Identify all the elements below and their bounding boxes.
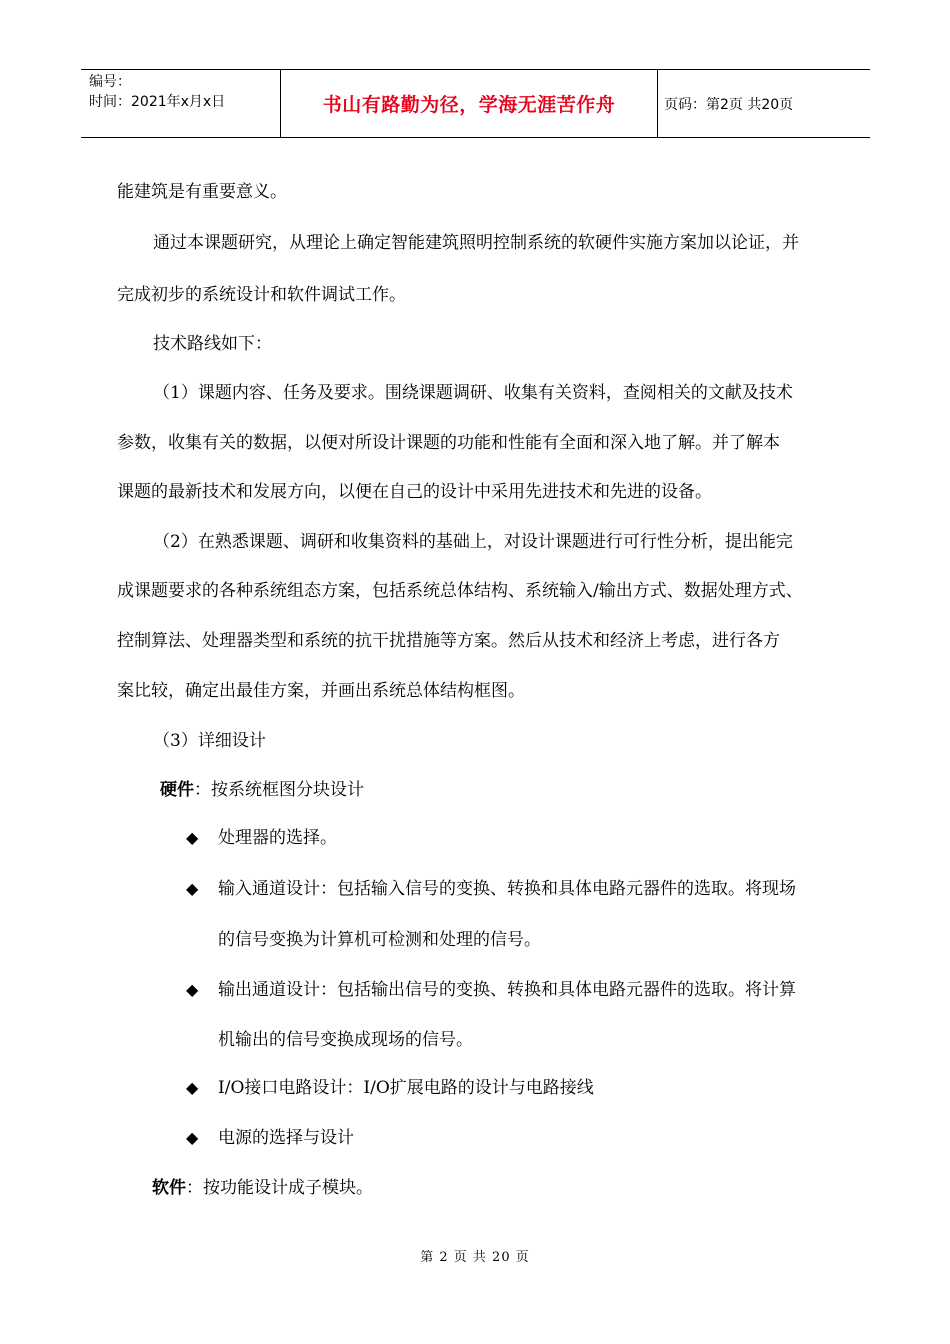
bullet-text: I/O接口电路设计：I/O扩展电路的设计与电路接线 (218, 1078, 594, 1098)
paragraph-line: 案比较，确定出最佳方案，并画出系统总体结构框图。 (117, 681, 525, 701)
paragraph-line: 成课题要求的各种系统组态方案，包括系统总体结构、系统输入/输出方式、数据处理方式、 (117, 581, 803, 601)
diamond-bullet-icon: ◆ (186, 980, 199, 999)
header-left-cell (81, 70, 281, 137)
time-label: 时间：2021年x月x日 (89, 94, 226, 110)
number-label: 编号： (89, 74, 131, 90)
paragraph-line: （3）详细设计 (153, 731, 266, 751)
diamond-bullet-icon: ◆ (186, 828, 199, 847)
paragraph-line: （2）在熟悉课题、调研和收集资料的基础上，对设计课题进行可行性分析，提出能完 (153, 532, 793, 552)
header-table (81, 69, 870, 138)
paragraph-line: 通过本课题研究，从理论上确定智能建筑照明控制系统的软硬件实施方案加以论证，并 (153, 233, 799, 253)
bullet-text: 处理器的选择。 (218, 828, 337, 848)
paragraph-line: 技术路线如下： (153, 334, 272, 354)
bullet-text: 输入通道设计：包括输入信号的变换、转换和具体电路元器件的选取。将现场 (218, 879, 796, 899)
paragraph-line: 完成初步的系统设计和软件调试工作。 (117, 285, 406, 305)
bullet-text: 的信号变换为计算机可检测和处理的信号。 (218, 930, 541, 950)
diamond-bullet-icon: ◆ (186, 879, 199, 898)
page-info: 页码：第2页 共20页 (664, 96, 794, 113)
bullet-text: 电源的选择与设计 (218, 1128, 354, 1148)
software-text: ：按功能设计成子模块。 (186, 1178, 373, 1198)
bullet-text: 机输出的信号变换成现场的信号。 (218, 1030, 473, 1050)
diamond-bullet-icon: ◆ (186, 1128, 199, 1147)
hardware-label: 硬件 (160, 780, 194, 800)
paragraph-line: 参数，收集有关的数据，以便对所设计课题的功能和性能有全面和深入地了解。并了解本 (117, 433, 780, 453)
motto: 书山有路勤为径，学海无涯苦作舟 (281, 70, 658, 137)
software-label: 软件 (152, 1178, 186, 1198)
bullet-text: 输出通道设计：包括输出信号的变换、转换和具体电路元器件的选取。将计算 (218, 980, 796, 1000)
paragraph-line: 能建筑是有重要意义。 (117, 182, 287, 202)
hardware-text: ：按系统框图分块设计 (194, 780, 364, 800)
paragraph-line: （1）课题内容、任务及要求。围绕课题调研、收集有关资料，查阅相关的文献及技术 (153, 383, 793, 403)
paragraph-line: 控制算法、处理器类型和系统的抗干扰措施等方案。然后从技术和经济上考虑，进行各方 (117, 631, 780, 651)
software-line (152, 1178, 373, 1198)
hardware-line (160, 780, 364, 800)
page-footer: 第 2 页 共 20 页 (420, 1250, 530, 1265)
paragraph-line: 课题的最新技术和发展方向，以便在自己的设计中采用先进技术和先进的设备。 (117, 482, 712, 502)
diamond-bullet-icon: ◆ (186, 1078, 199, 1097)
